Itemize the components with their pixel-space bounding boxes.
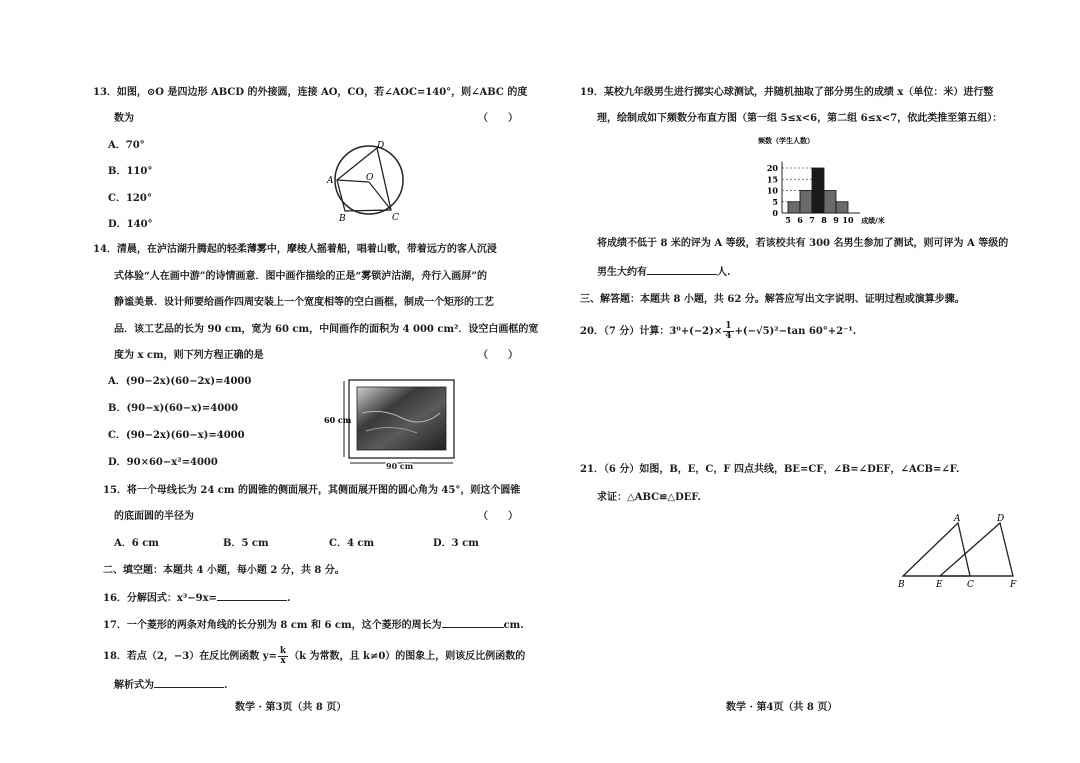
x-tick-label: 5 — [785, 215, 791, 225]
q13-option-d: D．140° — [108, 219, 153, 230]
q17-line — [103, 617, 524, 632]
q19-histogram — [730, 135, 885, 225]
q13-line2: 数为 — [114, 113, 134, 124]
right-page — [540, 0, 1080, 763]
x-tick-label: 7 — [809, 215, 815, 225]
x-tick-label: 9 — [833, 215, 839, 225]
q14-line4: 品．该工艺品的长为 90 cm，宽为 60 cm，中间画作的面积为 4 000 cm²．设空白画框的宽 — [114, 324, 539, 335]
q14-option-c: C．(90−2x)(60−x)=4000 — [108, 430, 245, 441]
x-tick-label: 8 — [821, 215, 827, 225]
q15-option-a: A．6 cm — [114, 538, 159, 549]
quadrilateral-abcd — [337, 148, 391, 211]
height-label: 60 cm — [324, 415, 352, 425]
q18-pre: 18．若点（2，−3）在反比例函数 y= — [103, 651, 277, 662]
histogram-bar — [824, 191, 836, 214]
label-c: C — [967, 580, 974, 590]
x-tick-label: 10 — [842, 215, 854, 225]
q18-post: （k 为常数，且 k≠0）的图象上，则该反比例函数的 — [289, 651, 526, 662]
q17-answer-blank[interactable] — [442, 617, 504, 628]
q17-text: 17．一个菱形的两条对角线的长分别为 8 cm 和 6 cm，这个菱形的周长为 — [103, 620, 442, 631]
q21-triangles-figure — [895, 510, 1055, 590]
x-tick-label: 6 — [797, 215, 803, 225]
q16-end: . — [286, 593, 291, 604]
q16-line — [103, 590, 290, 605]
y-tick-label: 10 — [766, 185, 778, 196]
q15-line2: 的底面圆的半径为 — [114, 511, 194, 522]
q18-answer-blank[interactable] — [154, 677, 224, 688]
label-a: A — [954, 514, 961, 524]
q15-option-b: B．5 cm — [223, 538, 269, 549]
q19-line3: 将成绩不低于 8 米的评为 A 等级，若该校共有 300 名男生参加了测试，则可评为 A 等级的 — [597, 238, 1009, 249]
histogram-bar — [812, 168, 824, 213]
left-page-footer: 数学 · 第3页（共 8 页） — [235, 702, 347, 713]
segment-ao — [337, 180, 369, 182]
label-a: A — [327, 176, 334, 186]
q13-option-b: B．110° — [108, 166, 153, 177]
q13-circle-figure — [325, 138, 415, 224]
q14-line5: 度为 x cm，则下列方程正确的是 — [114, 350, 264, 361]
width-label: 90 cm — [386, 461, 414, 471]
q19-line1: 19．某校九年级男生进行掷实心球测试，并随机抽取了部分男生的成绩 x（单位：米）进行整 — [580, 87, 994, 98]
q14-option-b: B．(90−x)(60−x)=4000 — [108, 403, 239, 414]
q13-paren: （ ） — [478, 113, 518, 124]
histogram-bar — [800, 191, 812, 214]
q14-option-d: D．90×60−x²=4000 — [108, 457, 218, 468]
q19-answer-blank[interactable] — [647, 264, 717, 275]
q20-frac-den: 4 — [725, 331, 732, 341]
triangle-def — [940, 523, 1013, 576]
q21-line2: 求证：△ABC≌△DEF. — [597, 492, 701, 503]
y-tick-label: 20 — [766, 163, 778, 173]
q19-end: 人. — [717, 267, 731, 278]
q18-fraction — [278, 647, 288, 666]
q15-paren: （ ） — [478, 511, 518, 522]
q18-frac-den: x — [280, 656, 286, 666]
q19-line4-text: 男生大约有 — [597, 267, 647, 278]
y-tick-label: 15 — [766, 174, 778, 185]
q20-post: +(−√5)²−tan 60°+2⁻¹. — [734, 326, 857, 337]
label-c: C — [392, 213, 399, 223]
q18-line2 — [114, 677, 227, 692]
q13-line1: 13．如图，⊙O 是四边形 ABCD 的外接圆，连接 AO，CO，若∠AOC=140°，则∠ABC 的度 — [93, 87, 528, 98]
q21-line1: 21．（6 分）如图，B，E，C，F 四点共线，BE=CF，∠B=∠DEF，∠ACB=∠F. — [580, 464, 960, 475]
q20-text: 20．（7 分）计算：3⁰+(−2)× — [580, 326, 723, 337]
q14-painting-figure — [322, 373, 462, 473]
q18-line1 — [103, 647, 525, 666]
q18-end: . — [224, 680, 228, 691]
section-2-heading: 二、填空题：本题共 4 小题，每小题 2 分，共 8 分。 — [103, 565, 345, 576]
q14-line2: 式体验“人在画中游”的诗情画意．图中画作描绘的正是“雾锁泸沽湖，舟行入画屏”的 — [114, 271, 488, 282]
x-axis-label: 成绩/米 — [861, 216, 885, 225]
label-d: D — [997, 514, 1005, 524]
q15-line1: 15．将一个母线长为 24 cm 的圆锥的侧面展开，其侧面展开图的圆心角为 45°，则这个圆锥 — [103, 485, 521, 496]
q14-line3: 静谧美景．设计师要给画作四周安装上一个宽度相等的空白画框，制成一个矩形的工艺 — [114, 297, 494, 308]
y-tick-label: 5 — [772, 196, 778, 207]
q18-line2-text: 解析式为 — [114, 680, 154, 691]
q17-end: cm. — [503, 620, 524, 631]
label-b: B — [898, 580, 905, 590]
histogram-bar — [836, 202, 848, 213]
q15-option-d: D．3 cm — [433, 538, 479, 549]
q20-line — [580, 322, 856, 341]
q15-option-c: C．4 cm — [329, 538, 375, 549]
q20-fraction — [723, 322, 733, 341]
q16-answer-blank[interactable] — [217, 590, 287, 601]
q14-line1: 14．清晨，在泸沽湖升腾起的轻柔薄雾中，摩梭人摇着船，唱着山歌，带着远方的客人沉浸 — [93, 244, 497, 255]
q13-option-c: C．120° — [108, 193, 152, 204]
q13-option-a: A．70° — [108, 140, 145, 151]
q19-line4 — [597, 264, 730, 279]
q14-option-a: A．(90−2x)(60−2x)=4000 — [108, 376, 252, 387]
q19-line2: 理，绘制成如下频数分布直方图（第一组 5≤x<6，第二组 6≤x<7，依此类推至第五组）： — [597, 113, 1003, 124]
y-tick-label: 0 — [772, 208, 778, 218]
label-d: D — [377, 141, 385, 151]
q14-paren: （ ） — [478, 350, 518, 361]
y-axis-label: 频数（学生人数） — [758, 136, 814, 145]
label-o: O — [366, 173, 374, 183]
label-e: E — [936, 580, 943, 590]
label-f: F — [1010, 580, 1017, 590]
q16-text: 16．分解因式：x³−9x= — [103, 593, 217, 604]
label-b: B — [339, 214, 346, 224]
q18-frac-num: k — [279, 646, 287, 656]
triangle-abc — [903, 523, 970, 576]
histogram-bar — [788, 202, 800, 213]
right-page-footer: 数学 · 第4页（共 8 页） — [726, 702, 838, 713]
section-3-heading: 三、解答题：本题共 8 小题，共 62 分。解答应写出文字说明、证明过程或演算步骤。 — [580, 294, 965, 305]
q20-frac-num: 1 — [725, 321, 732, 331]
